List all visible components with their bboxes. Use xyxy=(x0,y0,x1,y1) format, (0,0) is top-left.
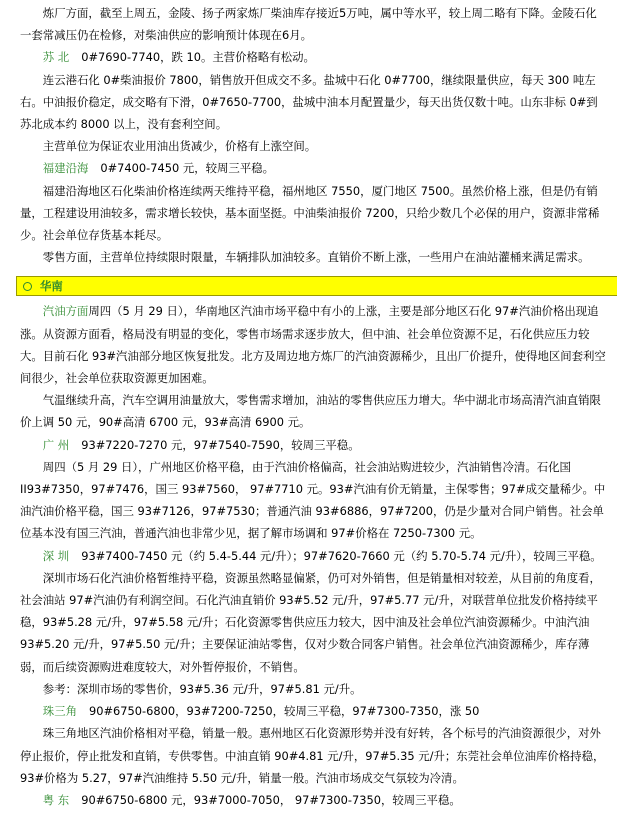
fujian-label: 福建沿海 xyxy=(42,161,89,176)
jiangsu-paragraph-1: 连云港石化 0#柴油报价 7800，销售放开但成交不多。盐城中石化 0#7700，继续限量供应，每天 300 吨左右。中油报价稳定，成交略有下滑，0#7650-7700，盐城中油本月配置量少，每天出货仅数十吨。山东非标 0#到苏北成本约 8000 以上，没有套利空间。 xyxy=(20,72,598,132)
yuedong-heading xyxy=(20,789,607,811)
section-title: 华南 xyxy=(40,279,63,294)
gasoline-paragraph-2: 气温继续升高，汽车空调用油量放大，零售需求增加，油站的零售供应压力增大。华中湖北市场高清汽油直销限价上调 50 元，90#高清 6700 元，93#高清 6900 元。 xyxy=(20,393,601,430)
guangzhou-price: 93#7220-7270 元，97#7540-7590，较周三平稳。 xyxy=(81,437,360,452)
guangzhou-heading xyxy=(20,434,607,456)
gasoline-paragraph-1 xyxy=(20,300,607,389)
gasoline-text: 周四（5 月 29 日），华南地区汽油市场平稳中有小的上涨，主要是部分地区石化 97#汽油价格出现追涨。从资源方面看，格局没有明显的变化，零售市场需求逐步放大，但中油、社会单位资源不足，石化供应压力较大。目前石化 93#汽油部分地区恢复批发。北方及周边地方炼厂的汽油资源稀少，且出厂价提升，使得地区间套利空间很少，社会单位获取资源更加困难。 xyxy=(20,304,606,386)
gasoline-label: 汽油方面 xyxy=(42,304,89,319)
jiangsu-label: 苏 北 xyxy=(42,50,70,65)
jiangsu-paragraph-2: 主营单位为保证农业用油出货减少，价格有上涨空间。 xyxy=(42,139,317,154)
yuedong-price: 90#6750-6800 元，93#7000-7050， 97#7300-7350，较周三平稳。 xyxy=(81,792,461,807)
fujian-heading xyxy=(20,157,607,179)
prd-label: 珠三角 xyxy=(42,704,77,719)
circle-icon xyxy=(23,282,32,291)
shenzhen-heading xyxy=(20,545,607,567)
refinery-paragraph: 炼厂方面，截至上周五，金陵、扬子两家炼厂柴油库存接近5万吨，属中等水平，较上周二略有下降。金陵石化一套常减压仍在检修，对柴油供应的影响预计体现在6月。 xyxy=(20,6,597,43)
shenzhen-label: 深 圳 xyxy=(42,548,70,563)
section-header-huanan xyxy=(16,276,617,296)
shenzhen-price: 93#7400-7450 元（约 5.4-5.44 元/升）；97#7620-7660 元（约 5.70-5.74 元/升），较周三平稳。 xyxy=(81,548,602,563)
guangzhou-paragraph: 周四（5 月 29 日），广州地区价格平稳，由于汽油价格偏高，社会油站购进较少，汽油销售冷清。石化国 II93#7350，97#7476，国三 93#7560， 97#7710 元。93#汽油有价无销量，主保零售；97#成交量稀少。中油汽油价格平稳，国三 93#7126，97#7530；普通汽油 93#6886，97#7200，仍是少量对合同户销售。社会单位基本没有国三汽油，普通汽油也非常少见，据了解市场调和 97#价格在 7250-7300 元。 xyxy=(20,459,606,541)
shenzhen-paragraph: 深圳市场石化汽油价格暂维持平稳，资源虽然略显偏紧，仍可对外销售，但是销量相对较差，从目前的角度看，社会油站 97#汽油仍有利润空间。石化汽油直销价 93#5.52 元/升，97#5.77 元/升，对联营单位批发价格持续平稳，93#5.28 元/升，97#5.58 元/升；石化资源零售供应压力较大，因中油及社会单位汽油资源稀少。中油汽油 93#5.20 元/升，97#5.50 元/升；主要保证油站零售，仅对少数合同客户销售。社会单位汽油资源稀少，库存薄弱，而后续资源购进难度较大，对外暂停报价，不销售。 xyxy=(20,570,601,674)
shenzhen-reference: 参考：深圳市场的零售价，93#5.36 元/升，97#5.81 元/升。 xyxy=(42,681,362,696)
guangzhou-label: 广 州 xyxy=(42,437,70,452)
jiangsu-price: 0#7690-7740，跌 10。主营价格略有松动。 xyxy=(81,50,315,65)
yuedong-label: 粤 东 xyxy=(42,792,70,807)
prd-price: 90#6750-6800，93#7200-7250，较周三平稳，97#7300-7350，涨 50 xyxy=(88,704,480,719)
fujian-price: 0#7400-7450 元，较周三平稳。 xyxy=(100,161,274,176)
fujian-paragraph-2: 零售方面，主营单位持续限时限量，车辆排队加油较多。直销价不断上涨，一些用户在油站灌桶来满足需求。 xyxy=(42,250,590,265)
prd-paragraph: 珠三角地区汽油价格相对平稳，销量一般。惠州地区石化资源形势并没有好转，各个标号的汽油资源很少，对外停止报价，停止批发和直销，专供零售。中油直销 90#4.81 元/升，97#5.35 元/升；东莞社会单位油库价格持稳，93#价格为 5.27，97#汽油维持 5.50 元/升，销量一般。汽油市场成交气氛较为冷清。 xyxy=(20,726,605,785)
prd-heading xyxy=(20,700,607,722)
jiangsu-heading xyxy=(20,46,607,68)
fujian-paragraph-1: 福建沿海地区石化柴油价格连续两天维持平稳，福州地区 7550，厦门地区 7500。虽然价格上涨，但是仍有销量，工程建设用油较多，需求增长较快，基本面坚挺。中油柴油报价 7200，只给少数几个必保的用户，资源非常稀少。社会单位存货基本耗尽。 xyxy=(20,183,600,243)
